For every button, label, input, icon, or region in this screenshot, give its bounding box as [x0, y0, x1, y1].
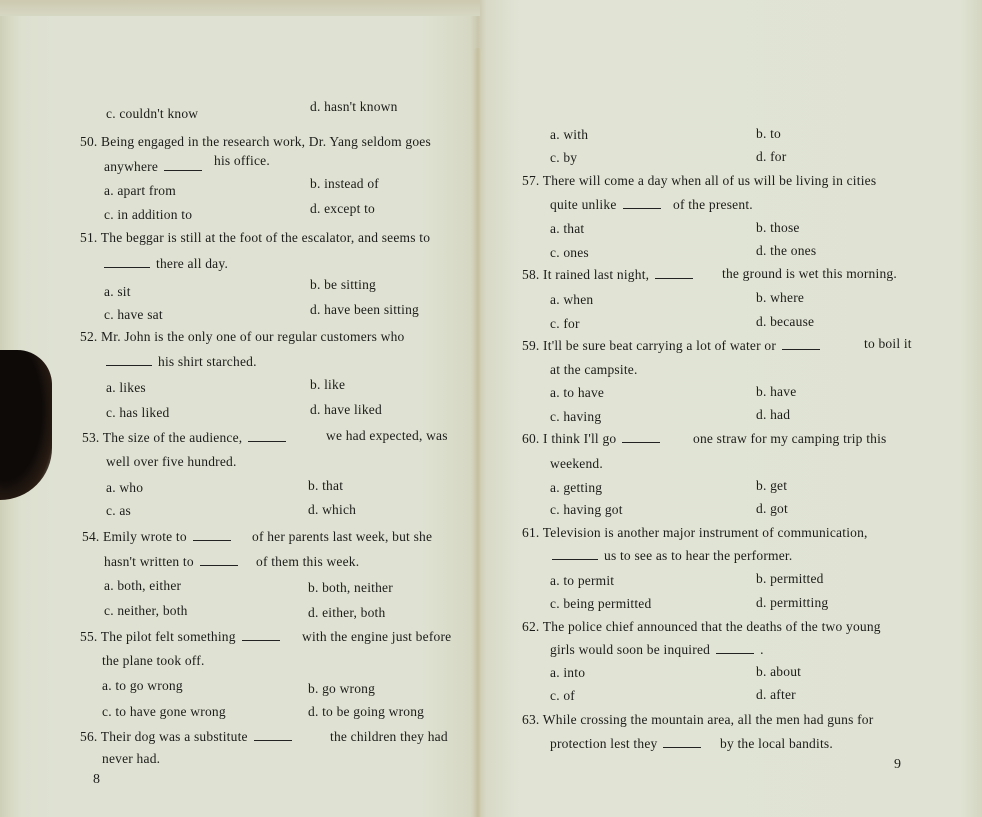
line-text: b. both, neither	[308, 580, 393, 595]
line-text: one straw for my camping trip this	[693, 431, 887, 446]
text-line	[756, 384, 796, 400]
text-line	[756, 314, 814, 330]
line-text: c. ones	[550, 245, 589, 260]
line-text: d. had	[756, 407, 791, 422]
text-line	[550, 385, 604, 401]
text-line	[756, 478, 787, 494]
text-line	[756, 407, 790, 423]
text-line	[106, 503, 131, 519]
line-text: of the present.	[673, 197, 753, 212]
line-text: his shirt starched.	[158, 354, 257, 369]
text-line	[522, 267, 699, 283]
answer-blank	[193, 539, 231, 541]
text-line	[550, 150, 577, 166]
line-text: d. which	[308, 502, 357, 517]
line-text: at the campsite.	[550, 362, 638, 377]
line-text: 56. Their dog was a substitute	[80, 729, 248, 744]
text-line	[106, 405, 170, 421]
answer-blank	[106, 364, 152, 366]
line-text: 59. It'll be sure beat carrying a lot of water or	[522, 338, 777, 353]
text-line	[756, 290, 804, 306]
line-text: 52. Mr. John is the only one of our regular customers who	[80, 329, 405, 344]
line-text: 57. There will come a day when all of us will be living in cities	[522, 173, 877, 188]
text-line	[80, 729, 298, 745]
line-text: b. be sitting	[310, 277, 376, 292]
text-line	[550, 127, 588, 143]
answer-blank	[716, 652, 754, 654]
text-line	[98, 256, 228, 272]
text-line	[106, 106, 198, 122]
text-line	[310, 377, 345, 393]
text-line	[522, 712, 873, 728]
line-text: b. about	[756, 664, 802, 679]
text-line	[550, 197, 667, 213]
text-line	[310, 201, 375, 217]
text-line	[550, 736, 707, 752]
text-line	[550, 688, 575, 704]
line-text: us to see as to hear the performer.	[604, 548, 793, 563]
line-text: of them this week.	[256, 554, 360, 569]
answer-blank	[623, 207, 661, 209]
left-page-number: 8	[93, 772, 100, 787]
line-text: of her parents last week, but she	[252, 529, 433, 544]
line-text: a. to have	[550, 385, 605, 400]
text-line	[550, 665, 585, 681]
text-line	[214, 153, 270, 169]
line-text: c. being permitted	[550, 596, 652, 611]
text-line	[104, 578, 181, 594]
text-line	[864, 336, 912, 352]
line-text: well over five hundred.	[106, 454, 237, 469]
answer-blank	[622, 441, 660, 443]
line-text: a. both, either	[104, 578, 182, 593]
text-line	[106, 454, 237, 470]
line-text: b. like	[310, 377, 346, 392]
line-text: c. couldn't know	[106, 106, 199, 121]
answer-blank	[242, 639, 280, 641]
line-text: d. the ones	[756, 243, 817, 258]
text-line	[308, 478, 343, 494]
line-text: d. after	[756, 687, 796, 702]
answer-blank	[655, 277, 693, 279]
text-line	[522, 619, 881, 635]
line-text: c. in addition to	[104, 207, 193, 222]
line-text: d. to be going wrong	[308, 704, 425, 719]
text-line	[308, 681, 375, 697]
line-text: a. into	[550, 665, 586, 680]
text-line	[756, 687, 796, 703]
text-line	[256, 554, 359, 570]
line-text: 53. The size of the audience,	[82, 430, 243, 445]
text-line	[104, 554, 244, 570]
line-text: a. apart from	[104, 183, 176, 198]
text-line	[310, 277, 376, 293]
line-text: protection lest they	[550, 736, 658, 751]
line-text: quite unlike	[550, 197, 617, 212]
line-text: a. sit	[104, 284, 131, 299]
line-text: b. get	[756, 478, 788, 493]
line-text: anywhere	[104, 159, 159, 174]
text-line	[522, 338, 826, 354]
text-line	[522, 431, 666, 447]
line-text: c. having	[550, 409, 602, 424]
text-line	[693, 431, 887, 447]
text-line	[522, 525, 868, 541]
line-text: 54. Emily wrote to	[82, 529, 187, 544]
line-text: b. those	[756, 220, 800, 235]
line-text: c. has liked	[106, 405, 170, 420]
text-line	[82, 430, 292, 446]
line-text: 51. The beggar is still at the foot of the escalator, and seems to	[80, 230, 431, 245]
answer-blank	[663, 746, 701, 748]
text-line	[104, 159, 208, 175]
text-line	[550, 456, 603, 472]
line-text: b. go wrong	[308, 681, 376, 696]
text-line	[550, 642, 764, 658]
text-line	[102, 704, 226, 720]
text-line	[310, 176, 379, 192]
answer-blank	[104, 266, 150, 268]
line-text: never had.	[102, 751, 161, 766]
line-text: 61. Television is another major instrument of communication,	[522, 525, 868, 540]
line-text: c. of	[550, 688, 575, 703]
text-line	[80, 629, 286, 645]
left-page	[0, 0, 478, 817]
line-text: a. who	[106, 480, 144, 495]
line-text: b. where	[756, 290, 805, 305]
text-line	[310, 402, 382, 418]
text-line	[326, 428, 448, 444]
text-line	[310, 99, 398, 115]
line-text: d. because	[756, 314, 815, 329]
text-line	[80, 329, 404, 345]
text-line	[550, 480, 602, 496]
line-text: the children they had	[330, 729, 448, 744]
text-line	[550, 362, 638, 378]
text-line	[100, 354, 257, 370]
text-line	[756, 243, 816, 259]
right-page	[482, 0, 982, 817]
line-text: a. with	[550, 127, 589, 142]
text-line	[82, 529, 237, 545]
line-text: the ground is wet this morning.	[722, 266, 897, 281]
line-text: c. neither, both	[104, 603, 188, 618]
text-line	[104, 284, 131, 300]
text-line	[522, 173, 876, 189]
line-text: d. hasn't known	[310, 99, 398, 114]
line-text: a. that	[550, 221, 585, 236]
text-line	[673, 197, 753, 213]
line-text: d. permitting	[756, 595, 829, 610]
line-text: a. to permit	[550, 573, 615, 588]
line-text: d. have been sitting	[310, 302, 419, 317]
book-spine	[474, 48, 482, 817]
answer-blank	[254, 739, 292, 741]
line-text: d. for	[756, 149, 787, 164]
text-line	[102, 653, 205, 669]
text-line	[756, 571, 824, 587]
line-text: d. have liked	[310, 402, 382, 417]
text-line	[546, 548, 792, 564]
line-text: d. except to	[310, 201, 376, 216]
text-line	[550, 502, 623, 518]
text-line	[80, 230, 430, 246]
line-text: his office.	[214, 153, 270, 168]
text-line	[756, 126, 781, 142]
text-line	[550, 316, 580, 332]
line-text: there all day.	[156, 256, 229, 271]
line-text: with the engine just before	[302, 629, 452, 644]
line-text: 60. I think I'll go	[522, 431, 617, 446]
line-text: b. that	[308, 478, 344, 493]
text-line	[302, 629, 451, 645]
line-text: c. for	[550, 316, 580, 331]
line-text: 62. The police chief announced that the deaths of the two young	[522, 619, 881, 634]
text-line	[308, 704, 424, 720]
line-text: 55. The pilot felt something	[80, 629, 236, 644]
line-text: by the local bandits.	[720, 736, 833, 751]
text-line	[308, 605, 385, 621]
text-line	[308, 580, 393, 596]
answer-blank	[164, 169, 202, 171]
line-text: 58. It rained last night,	[522, 267, 650, 282]
line-text: hasn't written to	[104, 554, 194, 569]
line-text: weekend.	[550, 456, 603, 471]
text-line	[756, 501, 788, 517]
line-text: d. got	[756, 501, 788, 516]
text-line	[756, 595, 828, 611]
line-text: b. instead of	[310, 176, 379, 191]
text-line	[252, 529, 432, 545]
text-line	[104, 207, 192, 223]
line-text: girls would soon be inquired	[550, 642, 711, 657]
line-text: 63. While crossing the mountain area, all the men had guns for	[522, 712, 874, 727]
line-text: a. when	[550, 292, 594, 307]
trailing-punct: .	[760, 642, 764, 657]
line-text: a. getting	[550, 480, 603, 495]
answer-blank	[248, 440, 286, 442]
answer-blank	[782, 348, 820, 350]
answer-blank	[552, 558, 598, 560]
text-line	[722, 266, 897, 282]
text-line	[104, 307, 163, 323]
line-text: b. have	[756, 384, 797, 399]
text-line	[756, 220, 800, 236]
text-line	[102, 678, 183, 694]
text-line	[102, 751, 160, 767]
text-line	[80, 134, 431, 150]
line-text: a. to go wrong	[102, 678, 183, 693]
right-page-number: 9	[894, 757, 901, 772]
line-text: the plane took off.	[102, 653, 205, 668]
text-line	[756, 149, 786, 165]
text-line	[106, 380, 146, 396]
line-text: c. as	[106, 503, 131, 518]
line-text: 50. Being engaged in the research work, Dr. Yang seldom goes	[80, 134, 431, 149]
line-text: b. to	[756, 126, 782, 141]
line-text: d. either, both	[308, 605, 386, 620]
line-text: c. have sat	[104, 307, 163, 322]
text-line	[550, 409, 601, 425]
text-line	[310, 302, 419, 318]
answer-blank	[200, 564, 238, 566]
text-line	[550, 292, 593, 308]
line-text: c. to have gone wrong	[102, 704, 226, 719]
line-text: b. permitted	[756, 571, 824, 586]
line-text: c. by	[550, 150, 578, 165]
text-line	[330, 729, 448, 745]
text-line	[756, 664, 801, 680]
text-line	[550, 245, 589, 261]
line-text: a. likes	[106, 380, 146, 395]
text-line	[106, 480, 143, 496]
text-line	[720, 736, 833, 752]
line-text: to boil it	[864, 336, 912, 351]
line-text: c. having got	[550, 502, 623, 517]
text-line	[104, 603, 188, 619]
text-line	[550, 573, 614, 589]
text-line	[308, 502, 356, 518]
text-line	[550, 596, 651, 612]
text-line	[550, 221, 584, 237]
line-text: we had expected, was	[326, 428, 448, 443]
text-line	[104, 183, 176, 199]
